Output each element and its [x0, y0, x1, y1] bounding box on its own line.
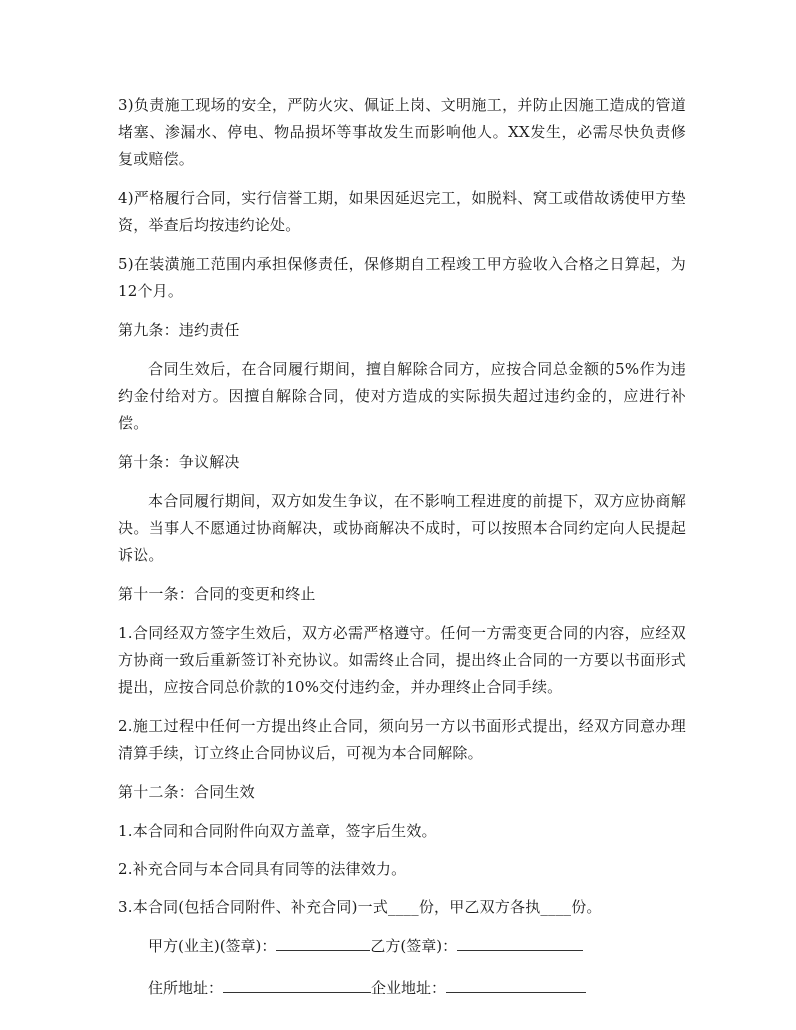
article-12-item-3: 3.本合同(包括合同附件、补充合同)一式____份，甲乙双方各执____份。: [118, 898, 602, 916]
party-a-label: 甲方(业主)(签章)：: [148, 937, 277, 955]
clause-5: 5)在装潢施工范围内承担保修责任，保修期自工程竣工甲方验收入合格之日算起，为12个月。: [118, 255, 686, 300]
article-11-item-1: 1.合同经双方签字生效后，双方必需严格遵守。任何一方需变更合同的内容，应经双方协商一致后重新签订补充协议。如需终止合同，提出终止合同的一方要以书面形式提出，应按合同总价款的10%交付违约金，并办理终止合同手续。: [118, 624, 686, 696]
signature-row: [148, 932, 686, 960]
address-a-label: 住所地址：: [148, 979, 224, 997]
article-9-title: 第九条：违约责任: [118, 321, 240, 339]
article-12-item-2: 2.补充合同与本合同具有同等的法律效力。: [118, 860, 407, 878]
clause-3: 3)负责施工现场的安全，严防火灾、佩证上岗、文明施工，并防止因施工造成的管道堵塞、渗漏水、停电、物品损坏等事故发生而影响他人。XX发生，必需尽快负责修复或赔偿。: [118, 96, 686, 168]
article-11-title: 第十一条：合同的变更和终止: [118, 585, 316, 603]
address-b-label: 企业地址：: [371, 979, 447, 997]
article-12-item-1: 1.本合同和合同附件向双方盖章，签字后生效。: [118, 822, 437, 840]
address-a-blank: [223, 974, 371, 993]
party-b-label: 乙方(签章)：: [370, 937, 458, 955]
address-b-blank: [446, 974, 586, 993]
article-11-item-2: 2.施工过程中任何一方提出终止合同，须向另一方以书面形式提出，经双方同意办理清算手续，订立终止合同协议后，可视为本合同解除。: [118, 717, 686, 762]
article-9-body: 合同生效后，在合同履行期间，擅自解除合同方，应按合同总金额的5%作为违约金付给对方。因擅自解除合同，使对方造成的实际损失超过违约金的，应进行补偿。: [118, 360, 686, 432]
article-10-title: 第十条：争议解决: [118, 453, 240, 471]
article-10-body: 本合同履行期间，双方如发生争议，在不影响工程进度的前提下，双方应协商解决。当事人不愿通过协商解决，或协商解决不成时，可以按照本合同约定向人民提起诉讼。: [118, 492, 686, 564]
clause-4: 4)严格履行合同，实行信誉工期，如果因延迟完工，如脱料、窝工或借故诱使甲方垫资，举查后均按违约论处。: [118, 189, 686, 234]
article-12-title: 第十二条：合同生效: [118, 783, 255, 801]
party-a-signature-blank: [276, 932, 370, 951]
contract-body: [118, 92, 686, 1016]
address-row: [148, 974, 686, 1002]
party-b-signature-blank: [457, 932, 583, 951]
